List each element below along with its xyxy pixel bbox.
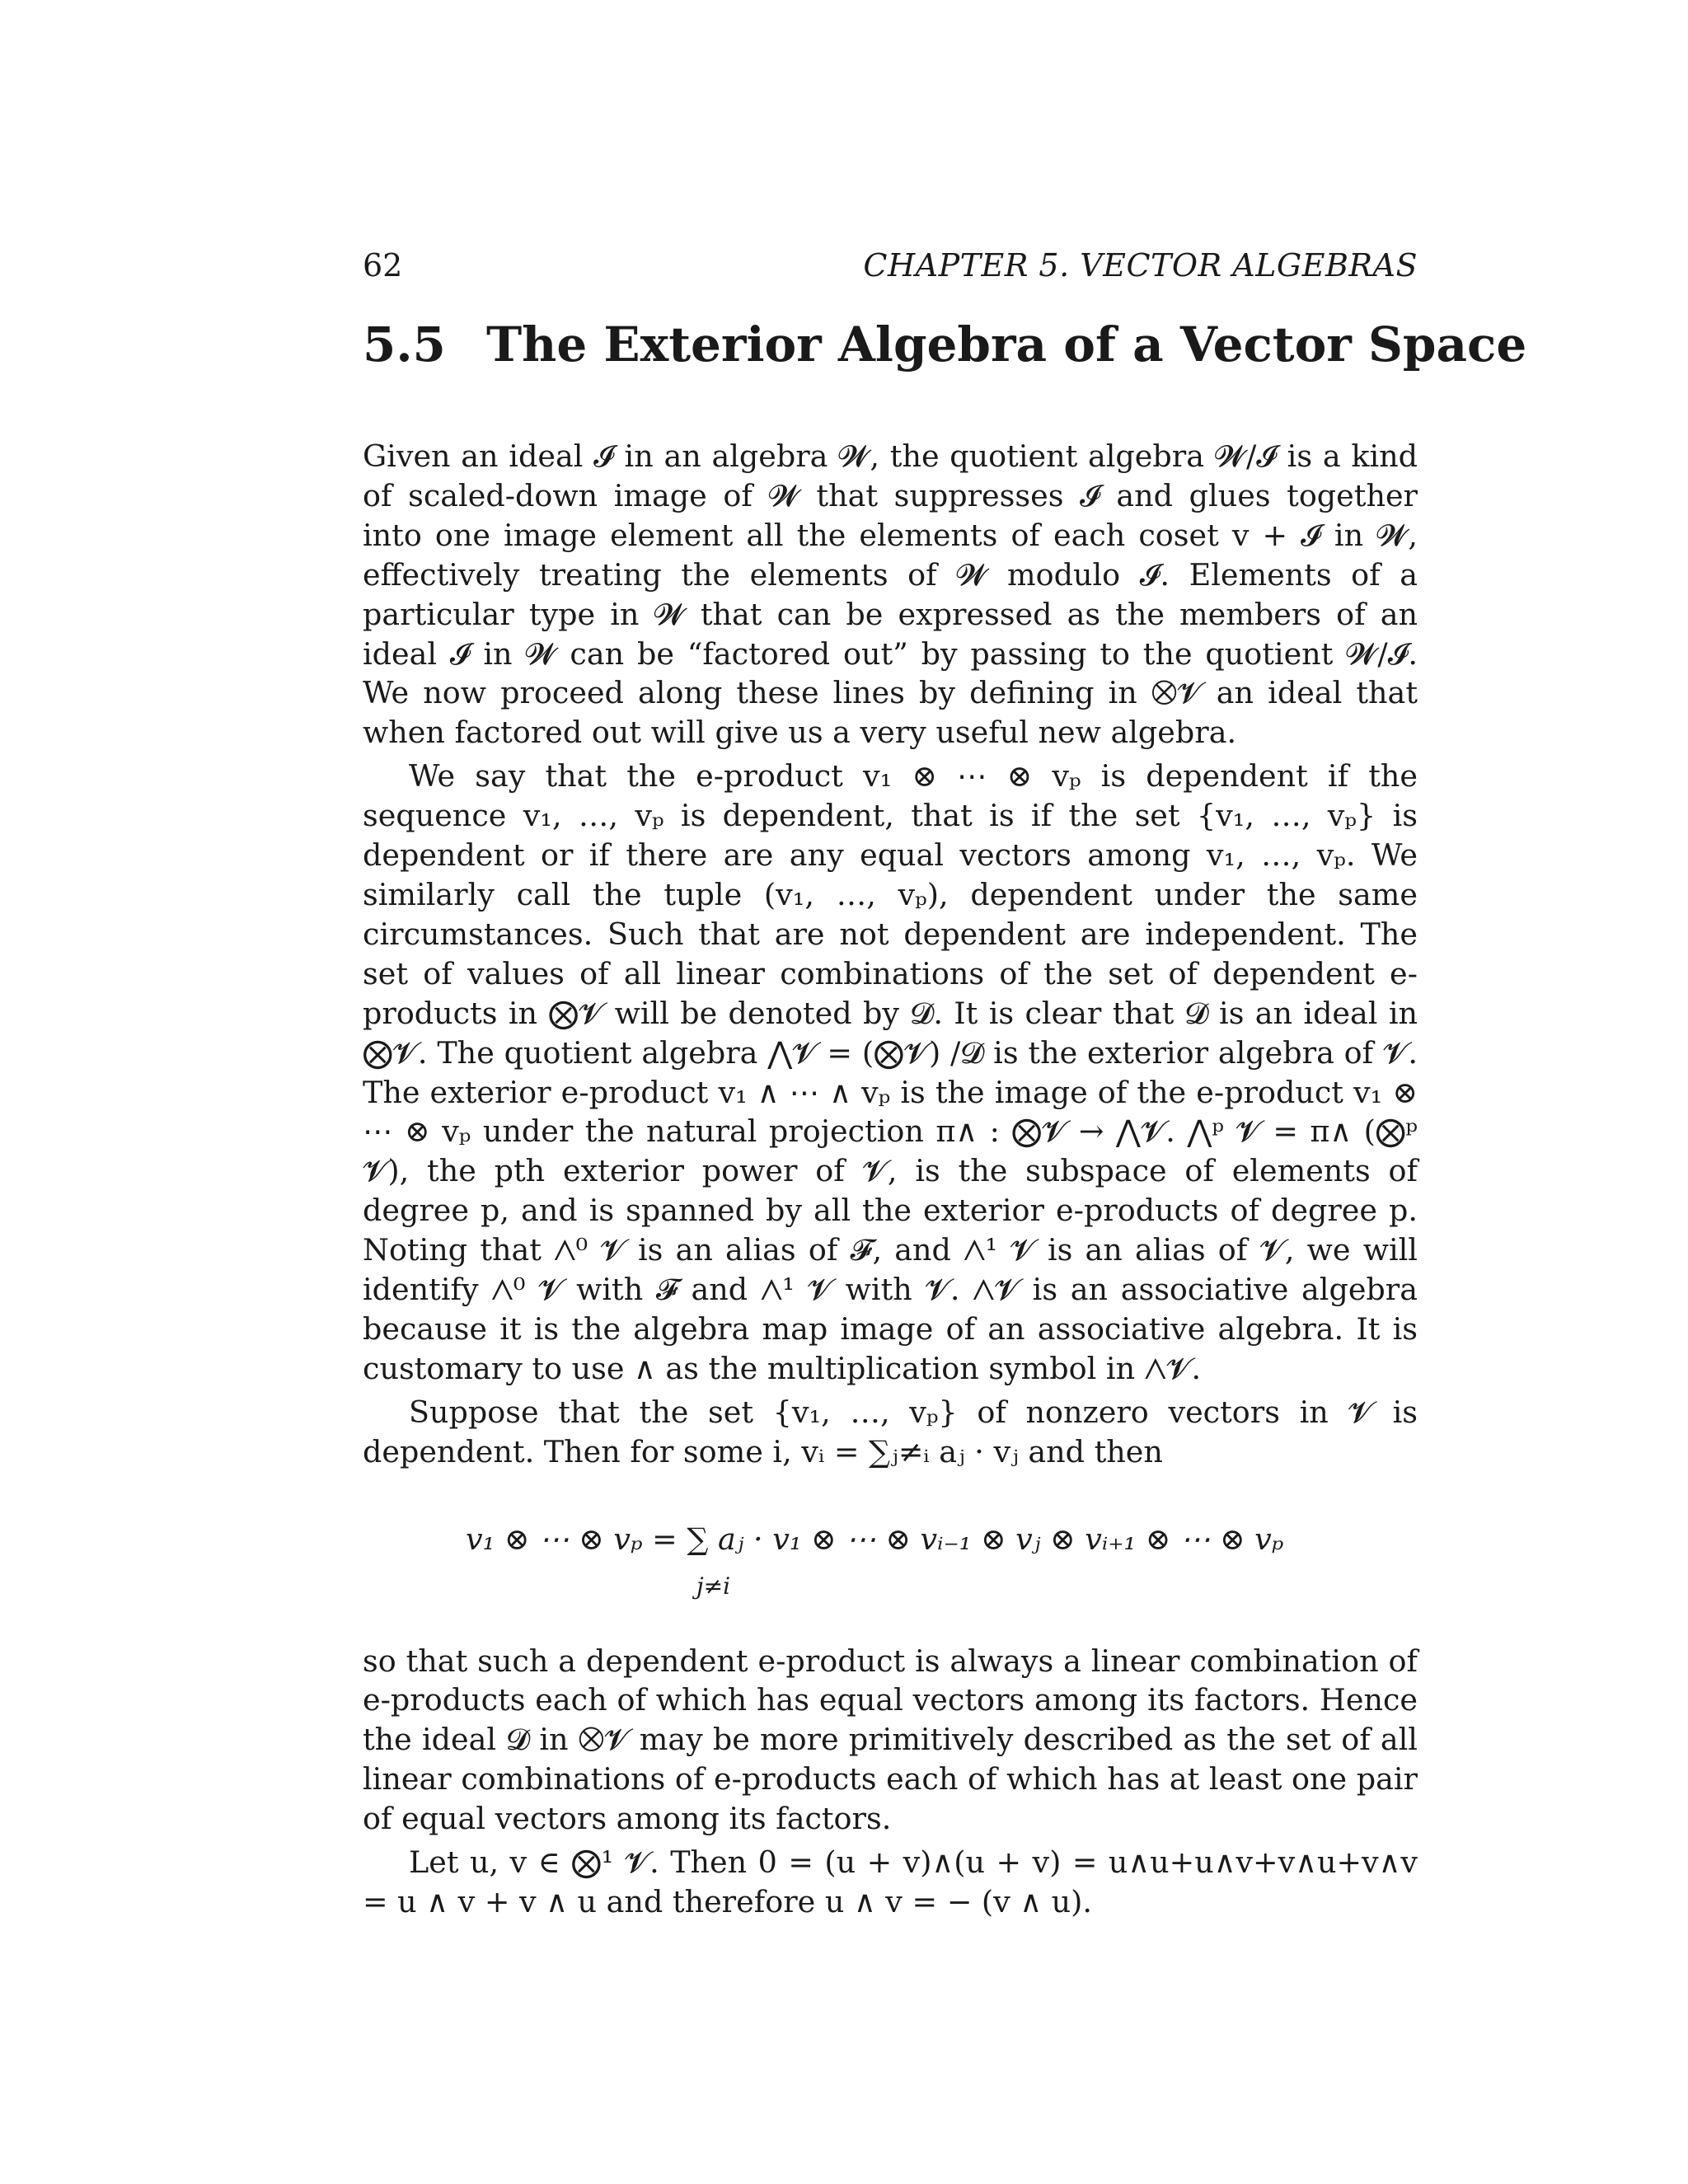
paragraph-dependent-eproducts: We say that the e-product v₁ ⊗ ⋯ ⊗ vₚ is dependent if the sequence v₁, …, vₚ is dependent, that is if the set {v₁, …, vₚ} is dependent or if there are any equal vectors among v₁, …, vₚ. We similarly call the tuple (v₁, …, vₚ), dependent under the same circumstances. Such that are not dependent are independent. The set of values of all linear combinations of the set of dependent e-products in ⨂𝓥 will be denoted by 𝓓. It is clear that 𝓓 is an ideal in ⨂𝓥. The quotient algebra ⋀𝓥 = (⨂𝓥) /𝓓 is the exterior algebra of 𝓥. The exterior e-product v₁ ∧ ⋯ ∧ vₚ is the image of the e-product v₁ ⊗ ⋯ ⊗ vₚ under the natural projection π∧ : ⨂𝓥 → ⋀𝓥. ⋀ᵖ 𝓥 = π∧ (⨂ᵖ 𝓥), the pth exterior power of 𝓥, is the subspace of elements of degree p, and is spanned by all the exterior e-products of degree p. Noting that ⋀⁰ 𝓥 is an alias of 𝓕, and ⋀¹ 𝓥 is an alias of 𝓥, we will identify ⋀⁰ 𝓥 with 𝓕 and ⋀¹ 𝓥 with 𝓥. ⋀𝓥 is an associative algebra because it is the algebra map image of an associative algebra. It is customary to use ∧ as the multiplication symbol in ⋀𝓥. xyxy=(363,758,1418,1386)
display-equation xyxy=(363,1515,1418,1600)
paragraph-ideal-description: so that such a dependent e-product is always a linear combination of e-products each of which has equal vectors among its factors. Hence the ideal 𝓓 in ⨂𝓥 may be more primitively described as the set of all linear combinations of e-products each of which has at least one pair of equal vectors among its factors. xyxy=(363,1643,1418,1837)
page xyxy=(363,247,1527,1922)
equation-line: v₁ ⊗ ⋯ ⊗ vₚ = ∑ aⱼ · v₁ ⊗ ⋯ ⊗ vᵢ₋₁ ⊗ vⱼ ⊗ vᵢ₊₁ ⊗ ⋯ ⊗ vₚ xyxy=(466,1521,1284,1557)
paragraph-quotient-algebra: Given an ideal 𝓘 in an algebra 𝓦, the quotient algebra 𝓦/𝓘 is a kind of scaled-down image of 𝓦 that suppresses 𝓘 and glues together into one image element all the elements of each coset v + 𝓘 in 𝓦, effectively treating the elements of 𝓦 modulo 𝓘. Elements of a particular type in 𝓦 that can be expressed as the members of an ideal 𝓘 in 𝓦 can be “factored out” by passing to the quotient 𝓦/𝓘. We now proceed along these lines by defining in ⨂𝓥 an ideal that when factored out will give us a very useful new algebra. xyxy=(363,438,1418,751)
section-heading xyxy=(363,316,1527,373)
running-head xyxy=(363,247,1418,297)
paragraph-anticommutativity: Let u, v ∈ ⨂¹ 𝓥. Then 0 = (u + v)∧(u + v) = u∧u+u∧v+v∧u+v∧v = u ∧ v + v ∧ u and therefore u ∧ v = − (v ∧ u). xyxy=(363,1844,1418,1919)
summation-limits: j≠i xyxy=(696,1572,731,1600)
section-number: 5.5 xyxy=(363,316,446,373)
page-number: 62 xyxy=(363,247,403,284)
paragraph-dependent-set: Suppose that the set {v₁, …, vₚ} of nonzero vectors in 𝓥 is dependent. Then for some i, vᵢ = ∑ⱼ≠ᵢ aⱼ · vⱼ and then xyxy=(363,1394,1418,1469)
chapter-title: CHAPTER 5. VECTOR ALGEBRAS xyxy=(863,247,1418,284)
section-title: The Exterior Algebra of a Vector Space xyxy=(486,316,1527,373)
